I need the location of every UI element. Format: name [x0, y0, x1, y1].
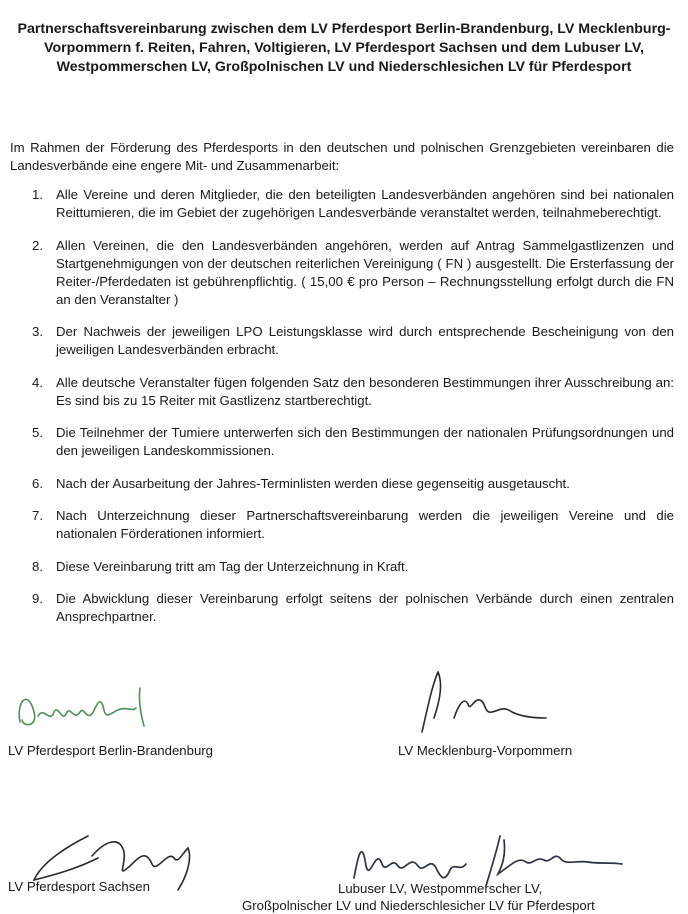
list-item [10, 237, 674, 309]
list-item [10, 374, 674, 410]
agreement-list [10, 186, 674, 641]
intro-paragraph: Im Rahmen der Förderung des Pferdesports in den deutschen und polnischen Grenzgebieten vereinbaren die Landesverbände eine engere Mit- und Zusammenarbeit: [10, 140, 674, 173]
item-number: 1. [32, 187, 43, 202]
item-text: Nach Unterzeichnung dieser Partnerschaftsvereinbarung werden die jeweiligen Vereine und die nationalen Förderationen informiert. [56, 508, 674, 541]
item-number: 6. [32, 475, 43, 491]
signature-label-polish-line2: Großpolnischer LV und Niederschlesicher LV für Pferdesport [242, 898, 595, 913]
item-text: Die Teilnehmer der Tumiere unterwerfen sich den Bestimmungen der nationalen Prüfungsordnungen und den jeweiligen Landeskommissionen. [56, 425, 674, 458]
list-item [10, 558, 674, 576]
signature-label-polish-line1: Lubuser LV, Westpommerscher LV, [338, 881, 543, 896]
item-number: 3. [32, 324, 43, 339]
list-item [10, 590, 674, 626]
item-text: Die Abwicklung dieser Vereinbarung erfolgt seitens der polnischen Verbände durch einen zentralen Ansprechpartner. [56, 591, 674, 624]
signature-berlin-icon [14, 682, 164, 738]
signature-label-sachsen: LV Pferdesport Sachsen [8, 879, 150, 894]
signature-mecklenburg-icon [408, 666, 558, 736]
item-number: 4. [32, 374, 43, 390]
item-text: Alle deutsche Veranstalter fügen folgenden Satz den besonderen Bestimmungen ihrer Ausschreibung an: Es sind bis zu 15 Reiter mit Gastlizenz startberechtigt. [56, 374, 674, 408]
signature-label-mecklenburg: LV Mecklenburg-Vorpommern [398, 743, 573, 758]
item-text: Alle Vereine und deren Mitglieder, die den beteiligten Landesverbänden angehören sind bei nationalen Reittumieren, die im Gebiet der zugehörigen Landesverbände veranstaltet werden, teilnahmeberechtigt. [56, 187, 674, 220]
item-number: 5. [32, 425, 43, 440]
item-number: 9. [32, 591, 43, 606]
item-number: 7. [32, 508, 43, 523]
list-item [10, 424, 674, 460]
item-number: 8. [32, 558, 43, 574]
item-number: 2. [32, 237, 43, 253]
signature-label-berlin: LV Pferdesport Berlin-Brandenburg [8, 743, 214, 758]
item-text: Diese Vereinbarung tritt am Tag der Unterzeichnung in Kraft. [56, 558, 409, 574]
item-text: Allen Vereinen, die den Landesverbänden angehören, werden auf Antrag Sammelgastlizenzen und Startgenehmigungen von der deutschen reiterlichen Vereinigung ( FN ) ausgestellt. Die Ersterfassung der Reiter-/Pferdedaten ist gebührenpflichtig. ( 15,00 € pro Person – Rechnungsstellung erfolgt durch die FN an den Veranstalter ) [56, 237, 674, 307]
list-item [10, 323, 674, 359]
list-item [10, 475, 674, 493]
document-title: Partnerschaftsvereinbarung zwischen dem LV Pferdesport Berlin-Brandenburg, LV Mecklenburg-Vorpommern f. Reiten, Fahren, Voltigieren, LV Pferdesport Sachsen und dem Lubuser LV, Westpommerschen LV, Großpolnischen LV und Niederschlesichen LV für Pferdesport [17, 21, 671, 75]
item-text: Der Nachweis der jeweiligen LPO Leistungsklasse wird durch entsprechende Bescheinigung von den jeweiligen Landesverbänden erbracht. [56, 324, 674, 357]
list-item [10, 186, 674, 222]
item-text: Nach der Ausarbeitung der Jahres-Terminlisten werden diese gegenseitig ausgetauscht. [56, 475, 570, 491]
list-item [10, 507, 674, 543]
